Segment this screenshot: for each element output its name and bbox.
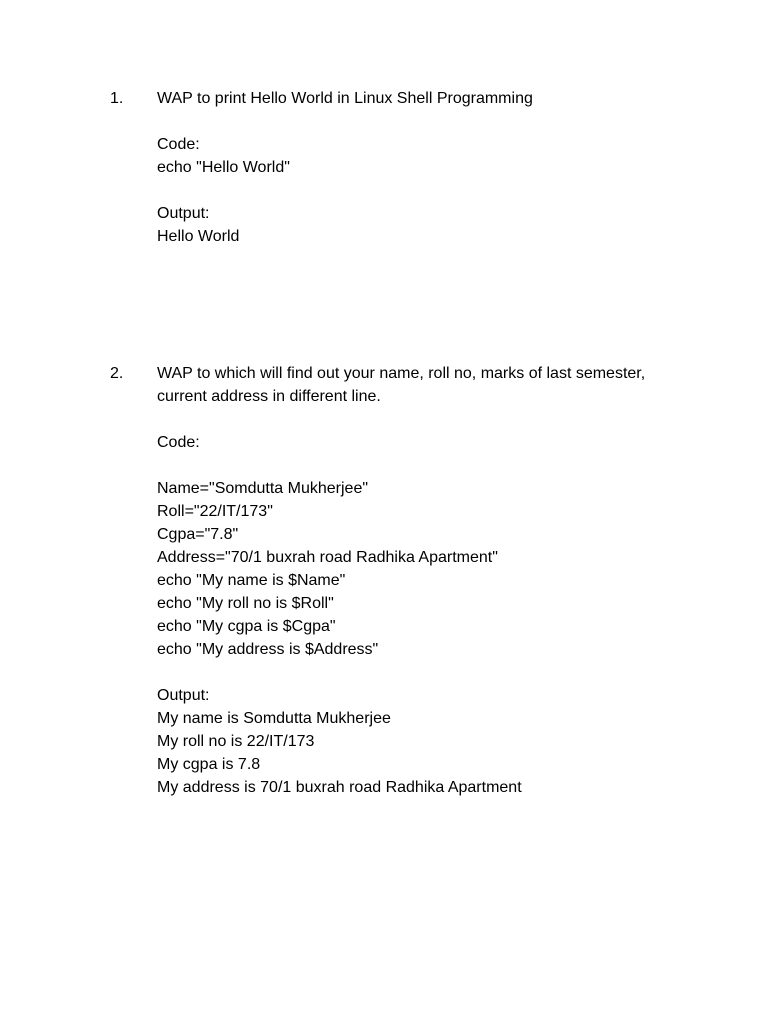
code-line: Address="70/1 buxrah road Radhika Apartment" bbox=[157, 549, 498, 566]
output-line: My name is Somdutta Mukherjee bbox=[157, 710, 391, 727]
code-line: echo "My name is $Name" bbox=[157, 572, 346, 589]
output-line: My address is 70/1 buxrah road Radhika Apartment bbox=[157, 779, 522, 796]
question-text: WAP to which will find out your name, roll no, marks of last semester, current address in different line. bbox=[157, 365, 646, 405]
code-line: Cgpa="7.8" bbox=[157, 526, 239, 543]
output-line: My roll no is 22/IT/173 bbox=[157, 733, 315, 750]
item-number: 2. bbox=[110, 365, 124, 382]
list-item-1 bbox=[110, 87, 710, 248]
list-item-2 bbox=[110, 362, 710, 799]
code-line: Name="Somdutta Mukherjee" bbox=[157, 480, 369, 497]
code-label: Code: bbox=[157, 434, 200, 451]
question-text: WAP to print Hello World in Linux Shell Programming bbox=[157, 90, 533, 107]
code-line: echo "My roll no is $Roll" bbox=[157, 595, 334, 612]
output-label: Output: bbox=[157, 205, 210, 222]
item-body bbox=[157, 362, 687, 799]
code-line: Roll="22/IT/173" bbox=[157, 503, 273, 520]
code-line: echo "My address is $Address" bbox=[157, 641, 379, 658]
output-line: Hello World bbox=[157, 228, 240, 245]
output-line: My cgpa is 7.8 bbox=[157, 756, 261, 773]
item-body bbox=[157, 87, 687, 248]
code-line: echo "Hello World" bbox=[157, 159, 290, 176]
code-line: echo "My cgpa is $Cgpa" bbox=[157, 618, 336, 635]
code-label: Code: bbox=[157, 136, 200, 153]
output-label: Output: bbox=[157, 687, 210, 704]
item-number: 1. bbox=[110, 90, 124, 107]
